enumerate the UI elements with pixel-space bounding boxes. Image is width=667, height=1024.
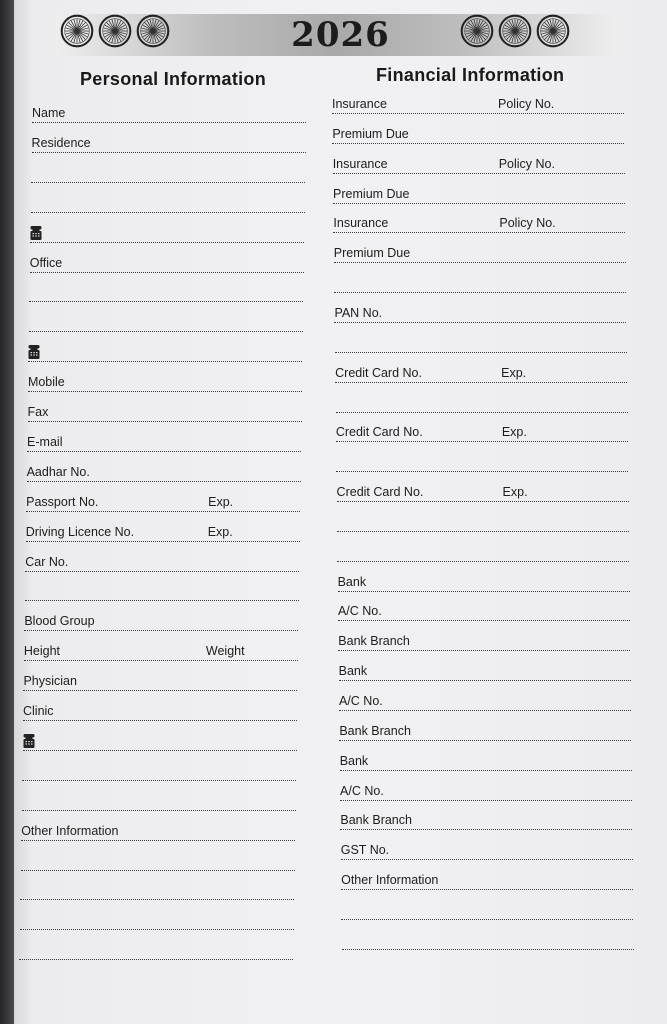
personal-field-blank[interactable] [22,762,296,781]
field-label: Car No. [25,554,69,569]
personal-field-phone[interactable] [28,343,302,362]
personal-field-blank[interactable] [22,792,296,811]
financial-field-a-c-no[interactable] [339,692,631,711]
personal-field-physician[interactable] [23,672,297,691]
diary-binding [0,0,14,1024]
field-label: Passport No. [26,494,99,509]
financial-field-blank[interactable] [336,394,628,413]
field-label: Mobile [27,375,65,390]
chakra-wheel-icon [98,14,132,48]
field-label: Office [29,255,63,270]
field-sub-label: Exp. [501,365,527,380]
financial-field-bank-branch[interactable] [338,632,630,651]
personal-field-clinic[interactable] [23,702,297,721]
financial-field-pan-no[interactable] [334,304,626,323]
chakra-wheel-icon [536,14,570,48]
field-label: PAN No. [334,305,383,320]
financial-field-bank-branch[interactable] [339,722,631,741]
field-label: Driving Licence No. [25,524,135,539]
financial-field-blank[interactable] [341,901,633,920]
field-label: Bank Branch [338,634,410,649]
financial-field-bank[interactable] [340,752,632,771]
personal-field-fax[interactable] [28,403,302,422]
chakra-wheel-icon [60,14,94,48]
financial-field-bank-branch[interactable] [340,811,632,830]
field-label: Premium Due [333,186,410,201]
personal-field-blank[interactable] [25,582,299,601]
financial-field-blank[interactable] [337,513,629,532]
financial-field-bank[interactable] [338,573,630,592]
telephone-icon [23,734,35,748]
diary-page [14,0,667,1024]
field-label: GST No. [340,843,390,858]
personal-field-car-no[interactable] [25,553,299,572]
personal-field-blank[interactable] [29,283,303,302]
field-label: Credit Card No. [335,365,422,380]
field-label: Aadhar No. [26,464,90,479]
field-sub-label: Policy No. [499,216,556,231]
personal-field-office[interactable] [30,254,304,273]
personal-field-other-information[interactable] [21,822,295,841]
chakra-wheel-icon [498,14,532,48]
personal-field-blank[interactable] [31,164,305,183]
field-label: Physician [23,674,77,689]
chakra-wheel-icon [136,14,170,48]
field-sub-label: Policy No. [498,156,555,171]
field-label: Other Information [341,873,439,888]
financial-field-credit-card-no[interactable] [335,364,627,383]
personal-field-blank[interactable] [20,911,294,930]
financial-field-credit-card-no[interactable] [337,483,629,502]
personal-field-driving-licence-no[interactable] [26,523,300,542]
personal-field-height[interactable] [24,642,298,661]
field-label: Premium Due [333,246,411,261]
financial-field-insurance[interactable] [333,214,625,233]
right-emblem-group [460,14,570,48]
financial-field-premium-due[interactable] [332,125,624,144]
field-label: Insurance [332,156,388,171]
field-sub-label: Exp. [207,524,233,539]
personal-field-phone[interactable] [30,224,304,243]
field-sub-label: Exp. [208,494,234,509]
financial-field-gst-no[interactable] [341,841,633,860]
financial-field-a-c-no[interactable] [338,602,630,621]
field-label: A/C No. [340,783,384,798]
financial-field-blank[interactable] [336,453,628,472]
field-label: A/C No. [337,604,382,619]
personal-field-blank[interactable] [21,852,295,871]
financial-info-heading: Financial Information [376,65,565,85]
personal-field-mobile[interactable] [28,373,302,392]
telephone-icon [28,345,40,359]
field-label: Other Information [21,823,119,838]
field-label: Insurance [332,97,387,111]
field-sub-label: Weight [205,644,245,659]
personal-field-blank[interactable] [31,194,305,213]
financial-field-premium-due[interactable] [333,185,625,204]
financial-field-bank[interactable] [339,662,631,681]
financial-field-a-c-no[interactable] [340,782,632,801]
financial-field-blank[interactable] [342,931,634,950]
personal-field-blank[interactable] [19,941,293,960]
financial-field-blank[interactable] [337,543,629,562]
personal-field-blank[interactable] [29,313,303,332]
personal-field-residence[interactable] [32,134,306,153]
field-label: Clinic [23,704,54,718]
personal-field-phone[interactable] [23,732,297,751]
field-sub-label: Policy No. [498,97,555,111]
personal-field-passport-no[interactable] [26,493,300,512]
field-label: Insurance [333,216,389,231]
financial-field-blank[interactable] [334,274,626,293]
personal-field-blank[interactable] [20,881,294,900]
field-label: Fax [27,405,49,419]
left-emblem-group [60,14,170,48]
page-year: 2026 [291,15,390,55]
field-label: Bank Branch [339,723,411,738]
personal-info-heading: Personal Information [80,69,267,89]
field-label: Bank [337,574,367,589]
field-label: A/C No. [339,694,383,708]
field-label: Bank [339,753,369,768]
field-label: Bank Branch [340,813,412,828]
field-sub-label: Exp. [501,425,527,440]
field-label: Height [23,644,61,659]
personal-field-blood-group[interactable] [24,612,298,631]
personal-field-e-mail[interactable] [27,433,301,452]
field-label: Bank [338,664,368,679]
telephone-icon [30,226,42,240]
financial-field-insurance[interactable] [332,95,624,114]
field-label: E-mail [27,434,63,449]
financial-field-premium-due[interactable] [334,244,626,263]
financial-field-other-information[interactable] [341,871,633,890]
field-label: Premium Due [332,126,409,141]
financial-field-insurance[interactable] [333,155,625,174]
field-sub-label: Exp. [502,485,528,500]
personal-field-aadhar-no[interactable] [27,463,301,482]
personal-field-name[interactable] [32,104,306,123]
financial-field-blank[interactable] [335,334,627,353]
field-label: Credit Card No. [335,425,423,440]
financial-field-credit-card-no[interactable] [336,423,628,442]
field-label: Name [32,106,66,120]
field-label: Blood Group [24,614,95,629]
chakra-wheel-icon [460,14,494,48]
field-label: Residence [31,135,91,150]
field-label: Credit Card No. [336,485,424,500]
